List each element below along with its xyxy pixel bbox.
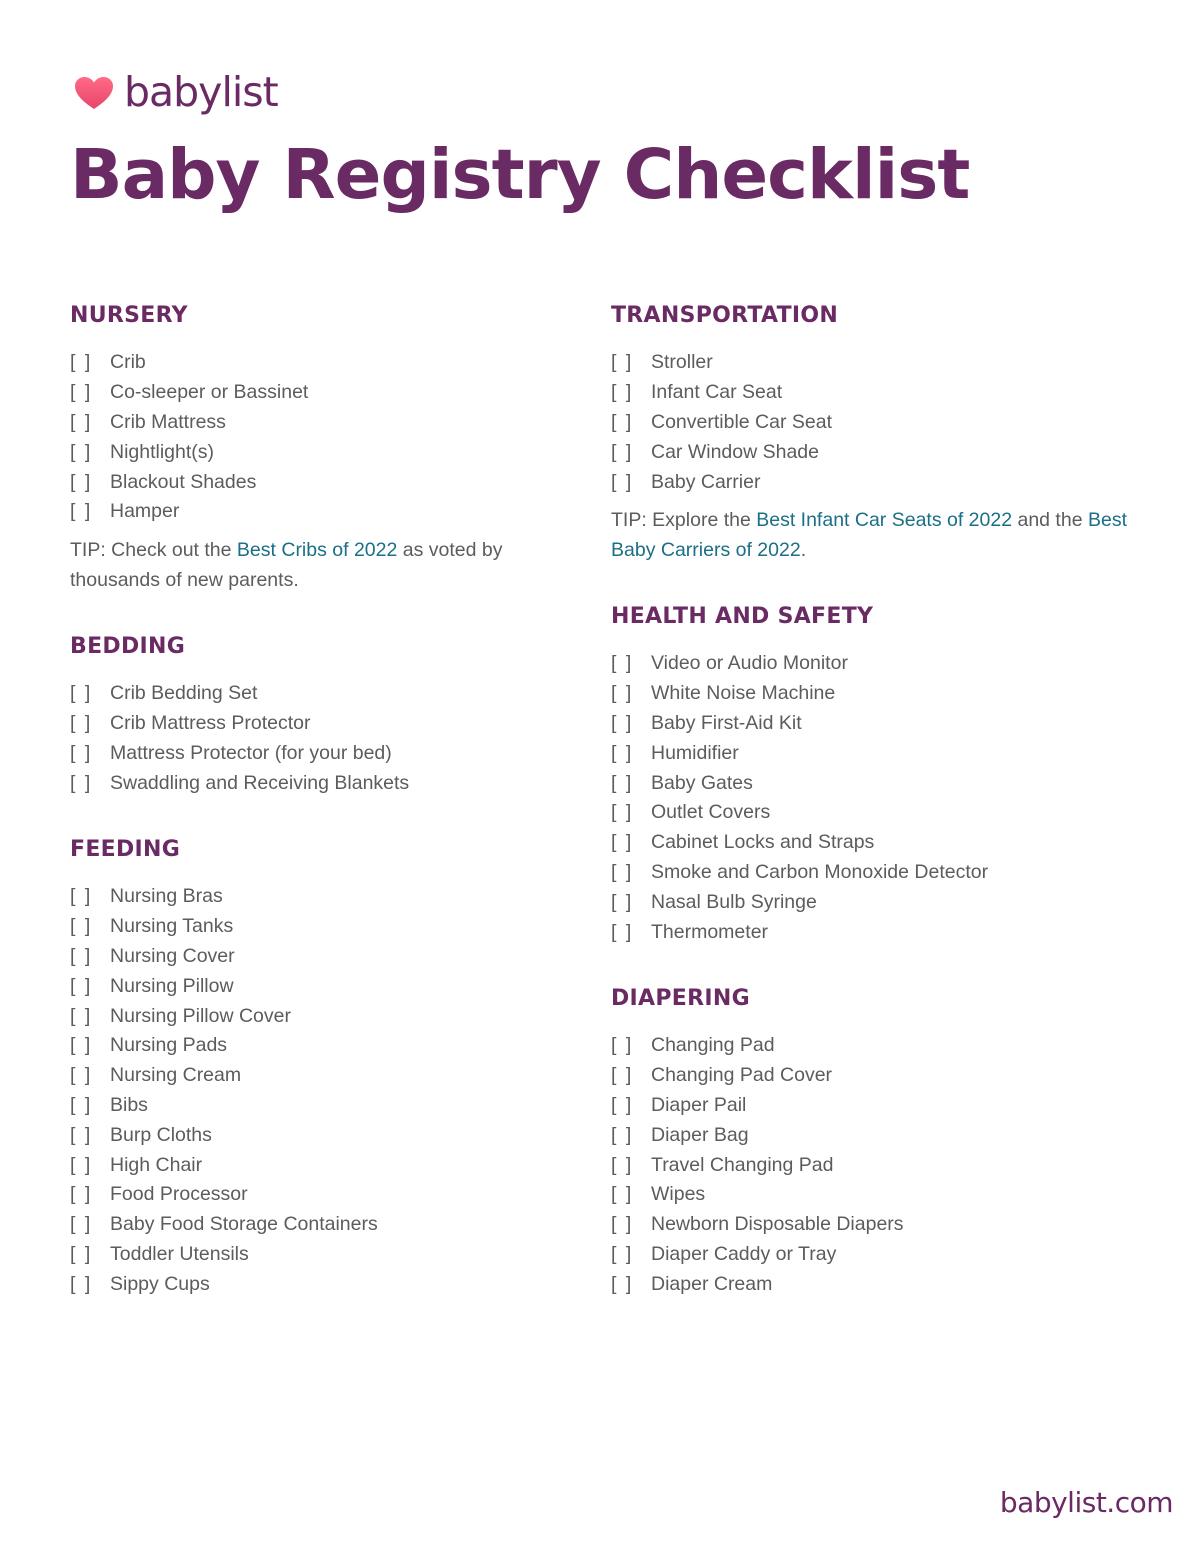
checklist-item <box>70 1269 550 1299</box>
checklist-item-label: Baby Carrier <box>651 470 761 493</box>
checklist-item <box>611 828 1131 858</box>
checklist-item-label: Smoke and Carbon Monoxide Detector <box>651 860 989 883</box>
right-column <box>611 300 1131 1335</box>
checklist-item-label: Baby Gates <box>651 771 753 794</box>
checklist-item-label: High Chair <box>110 1153 203 1176</box>
checklist-item <box>611 798 1131 828</box>
checklist-item-label: Changing Pad Cover <box>651 1064 833 1087</box>
checklist-item <box>70 1210 550 1240</box>
checkbox[interactable]: [ ] <box>70 944 93 967</box>
section-transportation <box>611 300 1131 565</box>
checklist-item <box>70 1240 550 1270</box>
left-column <box>70 300 550 1335</box>
checklist-item-label: Nasal Bulb Syringe <box>651 890 817 913</box>
checkbox[interactable]: [ ] <box>70 741 93 764</box>
tip-text: as voted by thousands of new parents. <box>70 538 503 591</box>
checklist-item-label: Diaper Cream <box>651 1272 773 1295</box>
checkbox[interactable]: [ ] <box>70 1183 93 1206</box>
checklist-item <box>70 1180 550 1210</box>
tip-text: TIP: Check out the <box>70 538 237 561</box>
section-title-bedding: BEDDING <box>70 633 186 659</box>
checkbox[interactable]: [ ] <box>611 920 634 943</box>
checkbox[interactable]: [ ] <box>70 470 93 493</box>
checklist-item-label: Nursing Pads <box>110 1034 228 1057</box>
checkbox[interactable]: [ ] <box>611 410 634 433</box>
logo-wordmark: babylist <box>124 68 278 116</box>
checklist-item <box>611 649 1131 679</box>
checklist-item-label: Blackout Shades <box>110 470 257 493</box>
checklist-diapering <box>611 1031 1131 1299</box>
checkbox[interactable]: [ ] <box>70 711 93 734</box>
checkbox[interactable]: [ ] <box>70 351 93 374</box>
checklist-item <box>70 709 550 739</box>
checklist-item <box>611 738 1131 768</box>
tip-text: TIP: Explore the <box>611 508 757 531</box>
section-diapering <box>611 983 1131 1299</box>
checkbox[interactable]: [ ] <box>70 1034 93 1057</box>
checkbox[interactable]: [ ] <box>611 711 634 734</box>
checklist-item-label: Wipes <box>651 1183 706 1206</box>
checklist-item <box>70 1091 550 1121</box>
checkbox[interactable]: [ ] <box>70 500 93 523</box>
checkbox[interactable]: [ ] <box>611 860 634 883</box>
checklist-item <box>611 1240 1131 1270</box>
link-best-baby-carriers[interactable]: Best Baby Carriers of 2022 <box>611 508 1127 561</box>
link-best-infant-car-seats[interactable]: Best Infant Car Seats of 2022 <box>756 508 1013 531</box>
checklist-item-label: Newborn Disposable Diapers <box>651 1213 904 1236</box>
checklist-transportation <box>611 348 1131 497</box>
checklist-item <box>70 882 550 912</box>
section-bedding <box>70 631 550 798</box>
checkbox[interactable]: [ ] <box>611 1093 634 1116</box>
checkbox[interactable]: [ ] <box>611 1183 634 1206</box>
checkbox[interactable]: [ ] <box>611 1153 634 1176</box>
checklist-item-label: Nursing Cover <box>110 944 235 967</box>
checklist-item <box>611 1031 1131 1061</box>
checklist-item-label: Crib Mattress Protector <box>110 711 311 734</box>
checklist-item-label: Car Window Shade <box>651 440 819 463</box>
checklist-item-label: Co-sleeper or Bassinet <box>110 381 309 404</box>
tip-transportation <box>611 505 1131 565</box>
checklist-item-label: Cabinet Locks and Straps <box>651 831 875 854</box>
checkbox[interactable]: [ ] <box>611 890 634 913</box>
checklist-item <box>70 738 550 768</box>
checklist-item-label: Nursing Pillow <box>110 974 234 997</box>
checklist-item-label: Infant Car Seat <box>651 381 783 404</box>
checklist-item <box>70 942 550 972</box>
section-title-diapering: DIAPERING <box>611 985 750 1011</box>
checklist-item <box>70 1061 550 1091</box>
checklist-health-safety <box>611 649 1131 947</box>
checklist-item-label: White Noise Machine <box>651 682 836 705</box>
checkbox[interactable]: [ ] <box>70 440 93 463</box>
checkbox[interactable]: [ ] <box>70 1123 93 1146</box>
checklist-item <box>611 1180 1131 1210</box>
checklist-bedding <box>70 679 550 798</box>
checklist-item-label: Travel Changing Pad <box>651 1153 834 1176</box>
section-nursery <box>70 300 550 595</box>
checklist-item <box>70 437 550 467</box>
checklist-item <box>611 1269 1131 1299</box>
babylist-logo <box>74 68 278 116</box>
checkbox[interactable]: [ ] <box>70 1242 93 1265</box>
checklist-item-label: Diaper Caddy or Tray <box>651 1242 837 1265</box>
checkbox[interactable]: [ ] <box>611 801 634 824</box>
checkbox[interactable]: [ ] <box>611 470 634 493</box>
checklist-item-label: Diaper Pail <box>651 1093 747 1116</box>
checklist-item-label: Toddler Utensils <box>110 1242 249 1265</box>
section-title-health-safety: HEALTH AND SAFETY <box>611 603 874 629</box>
tip-text: and the <box>1012 508 1088 531</box>
checklist-item <box>611 887 1131 917</box>
checklist-item-label: Baby Food Storage Containers <box>110 1213 378 1236</box>
checklist-item-label: Baby First-Aid Kit <box>651 711 802 734</box>
page-title: Baby Registry Checklist <box>70 135 970 215</box>
checklist-item <box>70 1150 550 1180</box>
checklist-item-label: Stroller <box>651 351 713 374</box>
checklist-item <box>70 971 550 1001</box>
checkbox[interactable]: [ ] <box>611 1034 634 1057</box>
checklist-item <box>70 348 550 378</box>
checkbox[interactable]: [ ] <box>70 974 93 997</box>
checkbox[interactable]: [ ] <box>611 351 634 374</box>
checklist-item <box>611 679 1131 709</box>
checklist-item <box>70 1001 550 1031</box>
checkbox[interactable]: [ ] <box>70 1093 93 1116</box>
checkbox[interactable]: [ ] <box>611 440 634 463</box>
checkbox[interactable]: [ ] <box>70 682 93 705</box>
checkbox[interactable]: [ ] <box>611 771 634 794</box>
section-feeding <box>70 834 550 1299</box>
checklist-item <box>611 1150 1131 1180</box>
checklist-item <box>611 1210 1131 1240</box>
checklist-item-label: Nursing Pillow Cover <box>110 1004 291 1027</box>
checklist-item-label: Nursing Cream <box>110 1064 242 1087</box>
section-title-feeding: FEEDING <box>70 836 181 862</box>
heart-icon <box>74 76 114 110</box>
checklist-item <box>70 467 550 497</box>
checklist-item-label: Thermometer <box>651 920 769 943</box>
section-title-transportation: TRANSPORTATION <box>611 303 839 328</box>
checklist-item <box>611 858 1131 888</box>
checkbox[interactable]: [ ] <box>70 1153 93 1176</box>
checklist-item-label: Sippy Cups <box>110 1272 210 1295</box>
section-health-safety <box>611 601 1131 947</box>
checklist-item <box>70 912 550 942</box>
checklist-item-label: Nursing Tanks <box>110 915 234 938</box>
checkbox[interactable]: [ ] <box>70 771 93 794</box>
checkbox[interactable]: [ ] <box>70 1004 93 1027</box>
checklist-item <box>70 408 550 438</box>
section-title-nursery: NURSERY <box>70 303 188 328</box>
footer-site-name: babylist.com <box>999 1486 1173 1519</box>
checklist-item <box>611 437 1131 467</box>
checklist-item-label: Nursing Bras <box>110 885 223 908</box>
checklist-item <box>70 378 550 408</box>
tip-nursery <box>70 535 550 595</box>
checkbox[interactable]: [ ] <box>70 915 93 938</box>
checkbox[interactable]: [ ] <box>611 1064 634 1087</box>
checklist-item <box>611 1091 1131 1121</box>
checklist-item <box>70 679 550 709</box>
checkbox[interactable]: [ ] <box>611 1213 634 1236</box>
checkbox[interactable]: [ ] <box>611 1272 634 1295</box>
checklist-item-label: Hamper <box>110 500 180 523</box>
checkbox[interactable]: [ ] <box>70 1064 93 1087</box>
checklist-item <box>611 709 1131 739</box>
checkbox[interactable]: [ ] <box>611 831 634 854</box>
checklist-item <box>70 1031 550 1061</box>
checkbox[interactable]: [ ] <box>70 410 93 433</box>
checklist-item-label: Outlet Covers <box>651 801 771 824</box>
checklist-item <box>611 1061 1131 1091</box>
checklist-item <box>611 768 1131 798</box>
checklist-item <box>70 1120 550 1150</box>
checkbox[interactable]: [ ] <box>70 381 93 404</box>
checklist-item-label: Convertible Car Seat <box>651 410 833 433</box>
checkbox[interactable]: [ ] <box>70 1213 93 1236</box>
checklist-nursery <box>70 348 550 527</box>
checkbox[interactable]: [ ] <box>611 682 634 705</box>
checklist-feeding <box>70 882 550 1299</box>
checklist-item <box>611 348 1131 378</box>
checklist-item-label: Changing Pad <box>651 1034 775 1057</box>
checklist-item <box>611 378 1131 408</box>
checkbox[interactable]: [ ] <box>611 1242 634 1265</box>
checklist-item <box>611 1120 1131 1150</box>
checklist-item-label: Burp Cloths <box>110 1123 212 1146</box>
tip-text: . <box>800 538 807 561</box>
link-best-cribs[interactable]: Best Cribs of 2022 <box>236 538 398 561</box>
checklist-item-label: Bibs <box>110 1093 148 1116</box>
checklist-item-label: Video or Audio Monitor <box>651 652 848 675</box>
checkbox[interactable]: [ ] <box>611 741 634 764</box>
checklist-item-label: Diaper Bag <box>651 1123 749 1146</box>
checklist-item-label: Swaddling and Receiving Blankets <box>110 771 410 794</box>
checklist-item <box>611 917 1131 947</box>
checklist-item <box>611 467 1131 497</box>
checklist-item <box>611 408 1131 438</box>
checklist-item-label: Nightlight(s) <box>110 440 215 463</box>
checklist-item <box>70 497 550 527</box>
checkbox[interactable]: [ ] <box>70 885 93 908</box>
checklist-item-label: Crib Mattress <box>110 410 226 433</box>
checkbox[interactable]: [ ] <box>611 381 634 404</box>
checkbox[interactable]: [ ] <box>611 1123 634 1146</box>
checklist-item-label: Mattress Protector (for your bed) <box>110 741 392 764</box>
checklist-item-label: Food Processor <box>110 1183 248 1206</box>
checklist-item-label: Humidifier <box>651 741 739 764</box>
checkbox[interactable]: [ ] <box>70 1272 93 1295</box>
checklist-item-label: Crib <box>110 351 146 374</box>
checkbox[interactable]: [ ] <box>611 652 634 675</box>
checklist-item <box>70 768 550 798</box>
checklist-item-label: Crib Bedding Set <box>110 682 258 705</box>
